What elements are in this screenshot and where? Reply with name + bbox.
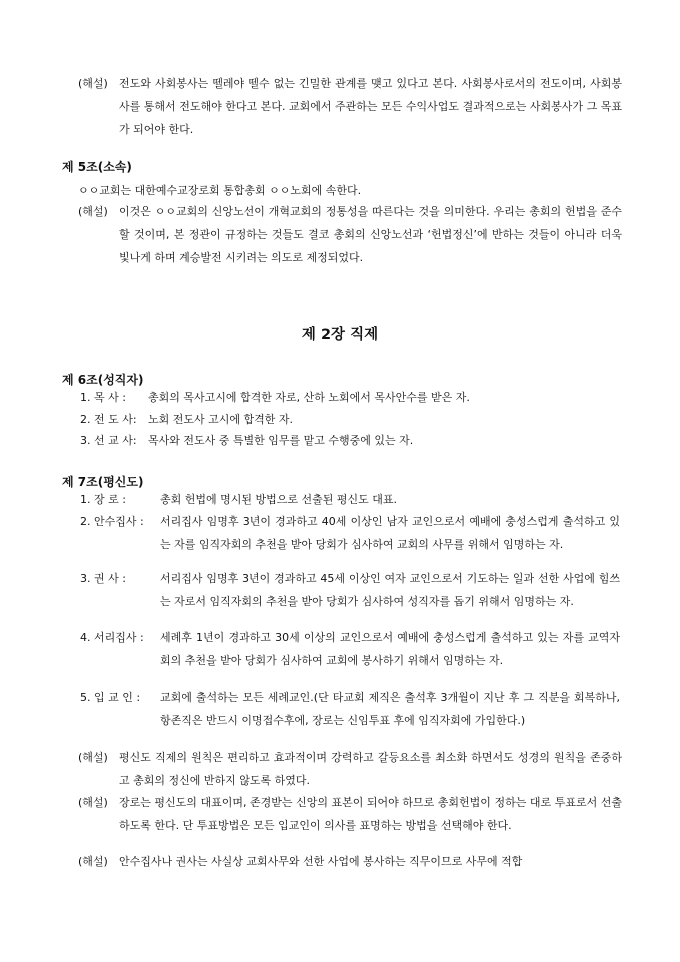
commentary-text: 이것은 ㅇㅇ교회의 신앙노선이 개혁교회의 정통성을 따른다는 것을 의미한다. 우리는 총회의 헌법을 준수할 것이며, 본 정관이 규정하는 것들도 결코 총회의 신앙노선과 ‘헌법정신’에 반하는 것들이 아니라 더욱 빛나게 하며 계승발전 시키려는 의도로 제정되었다. [119,205,622,264]
commentary-paragraph [78,746,622,792]
commentary-text: 안수집사나 권사는 사실상 교회사무와 선한 사업에 봉사하는 직무이므로 사무에 적합 [119,855,523,868]
item-text: 총회 헌법에 명시된 방법으로 선출된 평신도 대표. [160,493,397,506]
commentary-prefix: (해설) [78,855,108,868]
article-6-item-3 [80,429,580,452]
article-7-item-5 [80,686,620,732]
article-7-item-1 [80,488,620,511]
article-7-item-3 [80,567,620,613]
commentary-prefix: (해설) [78,77,108,90]
article-7-heading: 제 7조(평신도) [62,475,144,489]
commentary-paragraph [78,850,622,873]
item-prefix: 3. 권 사 : [80,572,126,585]
commentary-paragraph [78,791,622,837]
article-5-text: ㅇㅇ교회는 대한예수교장로회 통합총회 ㅇㅇ노회에 속한다. [78,184,362,197]
item-text: 교회에 출석하는 모든 세례교인.(단 타교회 제직은 출석후 3개월이 지난 후 그 직분을 회복하나, 항존직은 반드시 이명접수후에, 장로는 신임투표 후에 임직자회에 가입한다.) [160,691,620,727]
article-7-item-2 [80,510,620,556]
item-text: 목사와 전도사 중 특별한 임무를 맡고 수행중에 있는 자. [148,434,414,447]
item-text: 총회의 목사고시에 합격한 자로, 산하 노회에서 목사안수를 받은 자. [148,391,470,404]
article-7-item-4 [80,626,620,672]
commentary-prefix: (해설) [78,751,108,764]
item-prefix: 4. 서리집사 : [80,631,144,644]
article-6-heading: 제 6조(성직자) [62,373,144,387]
chapter-title: 제 2장 직제 [301,327,379,343]
commentary-text: 장로는 평신도의 대표이며, 존경받는 신앙의 표본이 되어야 하므로 총회헌법이 정하는 대로 투표로서 선출하도록 한다. 단 투표방법은 모든 입교인이 의사를 표명하는 방법을 선택해야 한다. [119,796,622,832]
article-5-line [78,179,622,202]
item-prefix: 3. 선 교 사: [80,434,137,447]
item-prefix: 2. 전 도 사: [80,413,137,426]
article-6-item-2 [80,408,580,431]
item-prefix: 5. 입 교 인 : [80,691,141,704]
commentary-paragraph [78,200,622,269]
commentary-paragraph [78,72,622,141]
commentary-prefix: (해설) [78,796,108,809]
item-prefix: 1. 장 로 : [80,493,126,506]
item-text: 서리집사 임명후 3년이 경과하고 45세 이상인 여자 교인으로서 기도하는 일과 선한 사업에 힘쓰는 자로서 임직자회의 추천을 받아 당회가 심사하여 성직자를 돕기 위해서 임명하는 자. [160,572,620,608]
commentary-text: 전도와 사회봉사는 뗄레야 뗄수 없는 긴밀한 관계를 맺고 있다고 본다. 사회봉사로서의 전도이며, 사회봉사를 통해서 전도해야 한다고 본다. 교회에서 주관하는 모든 수익사업도 결과적으로는 사회봉사가 그 목표가 되어야 한다. [119,77,622,136]
commentary-text: 평신도 직제의 원칙은 편리하고 효과적이며 강력하고 갈등요소를 최소화 하면서도 성경의 원칙을 존중하고 총회의 정신에 반하지 않도록 하였다. [119,751,622,787]
item-text: 노회 전도사 고시에 합격한 자. [148,413,293,426]
item-prefix: 2. 안수집사 : [80,515,144,528]
item-prefix: 1. 목 사 : [80,391,126,404]
article-5-heading: 제 5조(소속) [62,160,132,174]
item-text: 서리집사 임명후 3년이 경과하고 40세 이상인 남자 교인으로서 예배에 충성스럽게 출석하고 있는 자를 임직자회의 추천을 받아 당회가 심사하여 교회의 사무를 위해서 임명하는 자. [160,515,620,551]
item-text: 세례후 1년이 경과하고 30세 이상의 교인으로서 예배에 충성스럽게 출석하고 있는 자를 교역자회의 추천을 받아 당회가 심사하여 교회에 봉사하기 위해서 임명하는 자. [160,631,620,667]
commentary-prefix: (해설) [78,205,108,218]
article-6-item-1 [80,386,580,409]
